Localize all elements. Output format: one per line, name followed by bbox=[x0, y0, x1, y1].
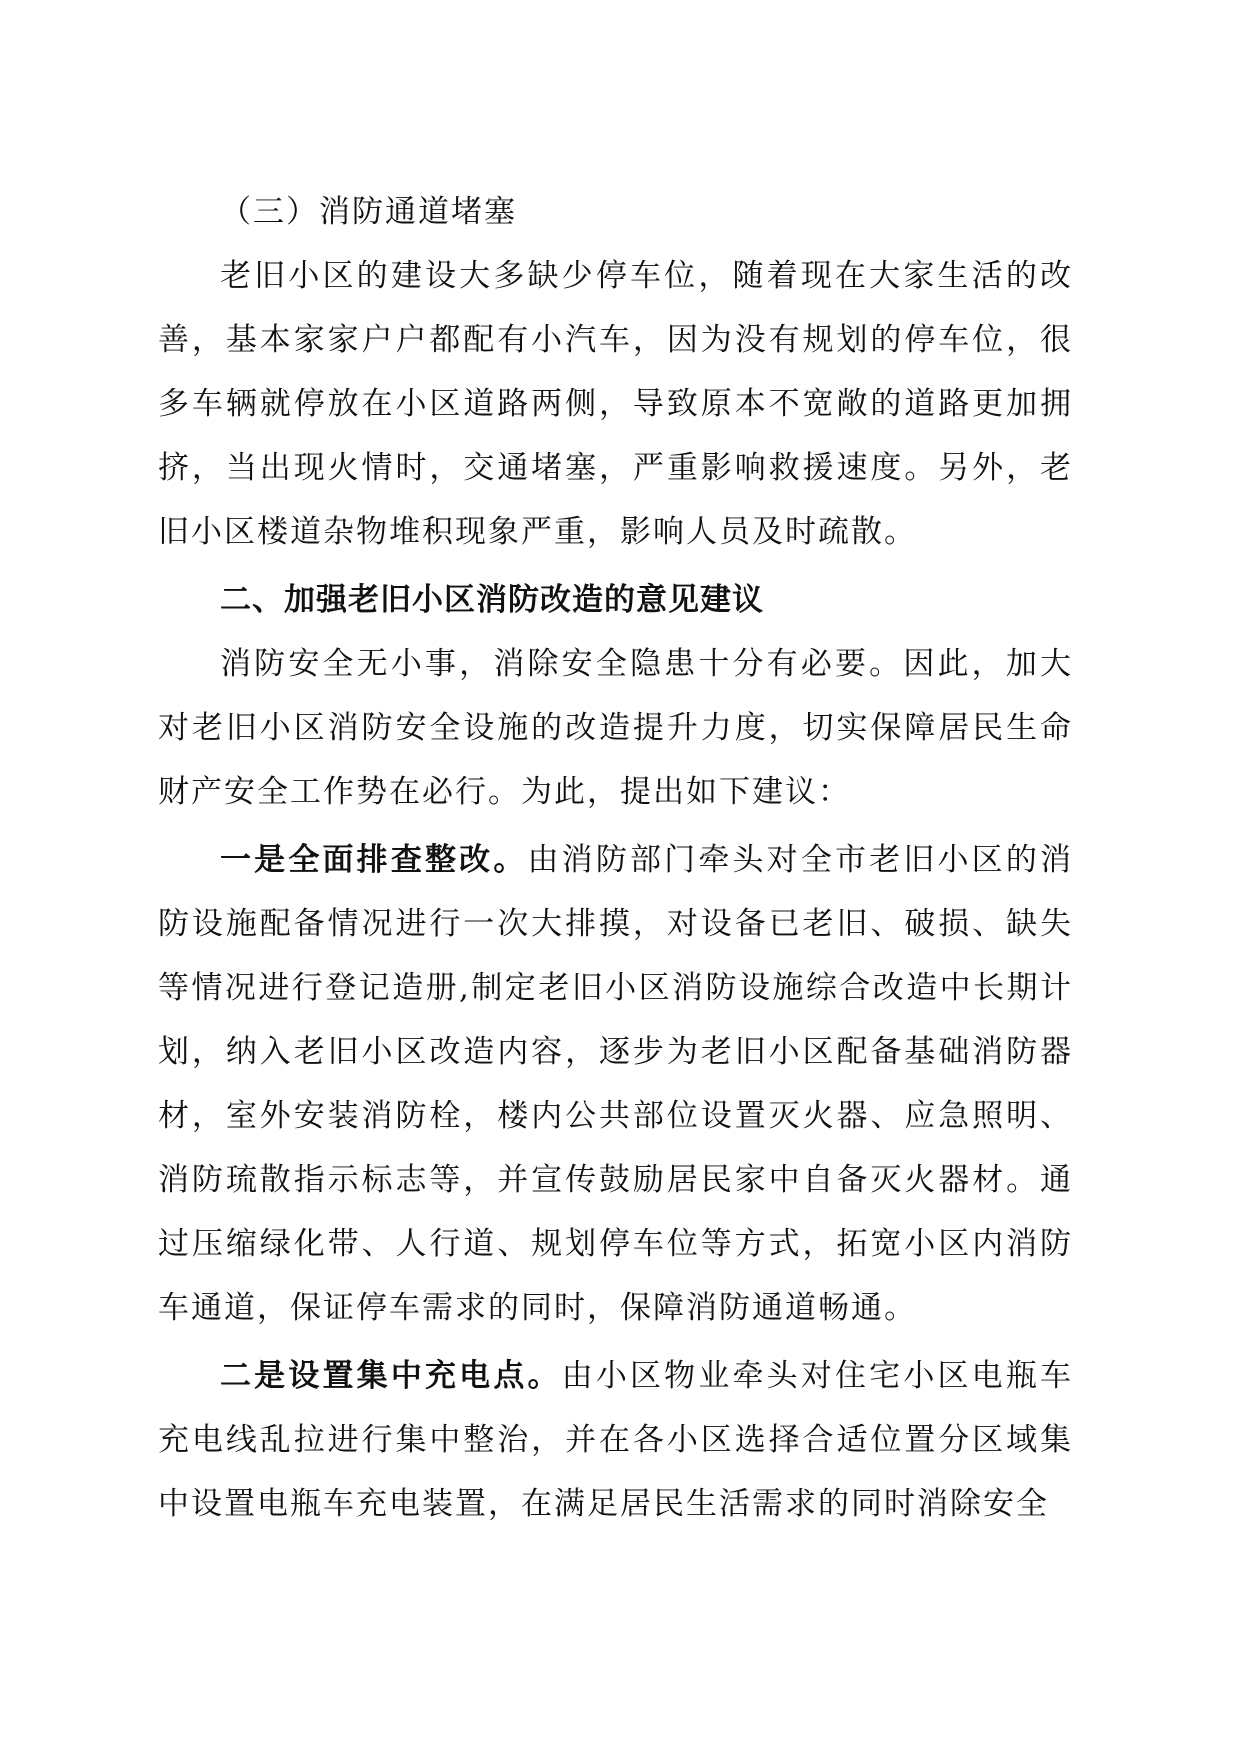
item-1-body: 由消防部门牵头对全市老旧小区的消防设施配备情况进行一次大排摸，对设备已老旧、破损、缺失等情况进行登记造册,制定老旧小区消防设施综合改造中长期计划，纳入老旧小区改造内容，逐步为老旧小区配备基础消防器材，室外安装消防栓，楼内公共部位设置灭火器、应急照明、消防琉散指示标志等，并宣传鼓励居民家中自备灭火器材。通过压缩绿化带、人行道、规划停车位等方式，拓宽小区内消防车通道，保证停车需求的同时，保障消防通道畅通。 bbox=[158, 842, 1073, 1326]
paragraph-item-1 bbox=[158, 828, 1073, 1340]
paragraph-intro: 消防安全无小事，消除安全隐患十分有必要。因此，加大对老旧小区消防安全设施的改造提升力度，切实保障居民生命财产安全工作势在必行。为此，提出如下建议： bbox=[158, 646, 1073, 810]
document-body bbox=[158, 180, 1073, 1536]
item-1-lead: 一是全面排查整改。 bbox=[220, 842, 528, 878]
paragraph-fire-lane: 老旧小区的建设大多缺少停车位，随着现在大家生活的改善，基本家家户户都配有小汽车，因为没有规划的停车位，很多车辆就停放在小区道路两侧，导致原本不宽敞的道路更加拥挤，当出现火情时，交通堵塞，严重影响救援速度。另外，老旧小区楼道杂物堆积现象严重，影响人员及时疏散。 bbox=[158, 258, 1073, 550]
paragraph-item-2 bbox=[158, 1344, 1073, 1536]
subheading-fire-lane: （三）消防通道堵塞 bbox=[220, 194, 517, 230]
item-2-lead: 二是设置集中充电点。 bbox=[220, 1358, 562, 1394]
item-2-body: 由小区物业牵头对住宅小区电瓶车充电线乱拉进行集中整治，并在各小区选择合适位置分区域集中设置电瓶车充电装置，在满足居民生活需求的同时消除安全 bbox=[158, 1358, 1074, 1522]
section-heading: 二、加强老旧小区消防改造的意见建议 bbox=[220, 582, 764, 618]
